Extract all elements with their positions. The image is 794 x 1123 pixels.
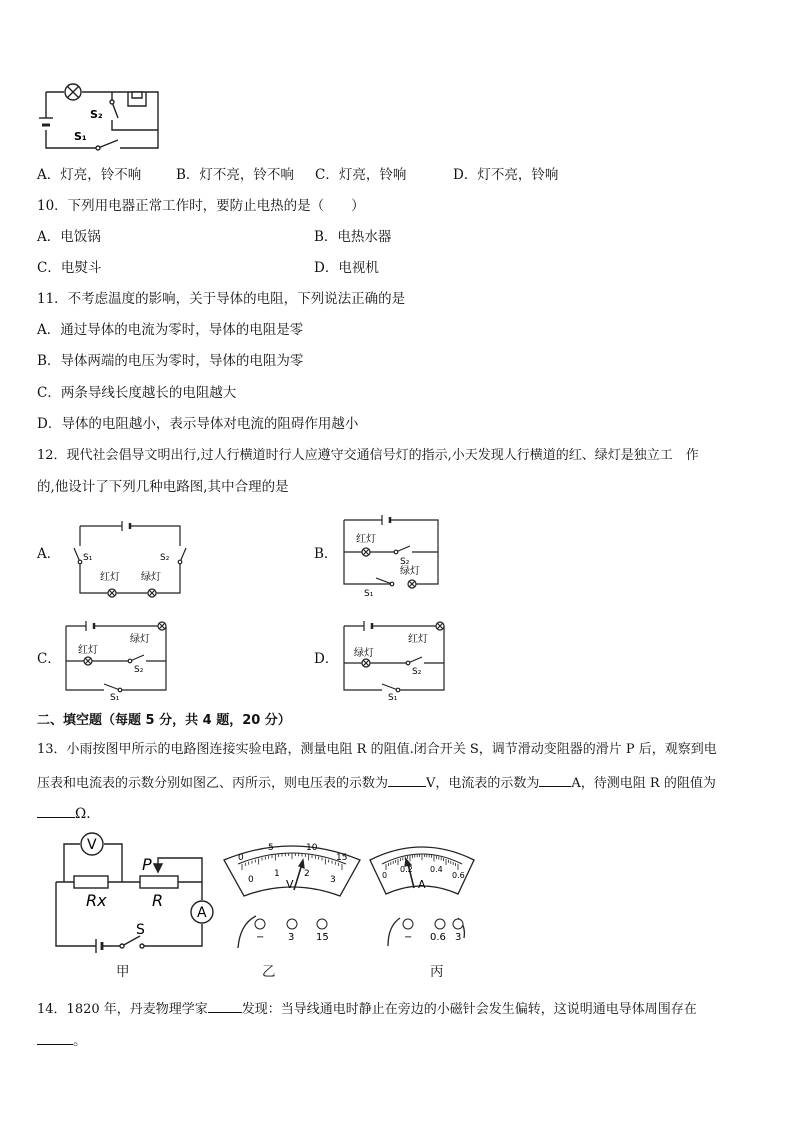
q14-line1: 14．1820 年，丹麦物理学家 发现：当导线通电时静止在旁边的小磁针会发生偏转，这说明通电导体周围存在 <box>37 998 697 1019</box>
q12-option-d-letter[interactable]: D． <box>314 651 339 667</box>
q11-option-a[interactable]: A．通过导体的电流为零时，导体的电阻是零 <box>37 322 304 338</box>
rx-label: Rx <box>86 891 107 910</box>
q10-option-b[interactable]: B．电热水器 <box>314 229 392 245</box>
q9-option-a[interactable]: A．灯亮，铃不响 <box>37 167 142 183</box>
q9-option-d[interactable]: D．灯不亮，铃响 <box>453 167 559 183</box>
q12c-s1: S₁ <box>110 693 120 703</box>
q12d-s2: S₂ <box>412 667 422 677</box>
q12d-green-label: 绿灯 <box>354 648 374 659</box>
q9-option-c[interactable]: C．灯亮，铃响 <box>315 167 407 183</box>
q13-line1: 13．小雨按图甲所示的电路图连接实验电路，测量电阻 R 的阻值.闭合开关 S，调节滑动变阻器的滑片 P 后，观察到电 <box>37 742 717 757</box>
q12-option-a-letter[interactable]: A． <box>37 546 61 562</box>
v-terminal-15: 15 <box>316 932 329 943</box>
q12-circuit-b <box>340 512 450 597</box>
q9-s1-label: S₁ <box>74 130 87 143</box>
fig-label-bing: 丙 <box>430 964 444 980</box>
q10-option-c[interactable]: C．电熨斗 <box>37 260 102 276</box>
v-top-5: 5 <box>268 843 274 853</box>
q11-option-c[interactable]: C．两条导线长度越长的电阻越大 <box>37 385 237 401</box>
a-top-04: 0.4 <box>430 865 443 874</box>
q12-circuit-c <box>62 618 172 703</box>
q12b-s2: S₂ <box>400 557 410 567</box>
v-terminal-neg: − <box>256 932 265 943</box>
v-bot-2: 2 <box>304 869 310 879</box>
q12b-green-label: 绿灯 <box>400 566 420 577</box>
q13-circuit-jia <box>52 832 222 957</box>
q14-line2: 。 <box>37 1030 87 1050</box>
q13-line3: Ω. <box>37 803 90 823</box>
fig-label-yi: 乙 <box>262 964 276 980</box>
q12-stem-line2: 的,他设计了下列几种电路图,其中合理的是 <box>37 479 289 495</box>
v-bot-3: 3 <box>330 875 336 885</box>
v-top-15: 15 <box>336 853 348 863</box>
q12b-red-label: 红灯 <box>356 534 376 545</box>
v-top-0: 0 <box>238 853 244 863</box>
r-label: R <box>152 891 164 910</box>
a-terminal-06: 0.6 <box>430 932 446 943</box>
q12a-s2: S₂ <box>160 553 170 563</box>
a-top-0: 0 <box>382 871 388 880</box>
ammeter-dial <box>368 838 478 948</box>
ammeter-symbol: A <box>197 905 207 921</box>
a-top-02: 0.2 <box>400 865 413 874</box>
q10-stem: 10．下列用电器正常工作时，要防止电热的是（ ） <box>37 198 365 214</box>
q12c-red-label: 红灯 <box>78 645 98 656</box>
voltmeter-symbol: V <box>87 837 97 853</box>
q12b-s1: S₁ <box>364 589 374 599</box>
p-label: P <box>142 855 152 874</box>
q11-option-d[interactable]: D．导体的电阻越小，表示导体对电流的阻碍作用越小 <box>37 416 359 432</box>
q12d-s1: S₁ <box>388 693 398 703</box>
v-bot-0: 0 <box>248 875 254 885</box>
q9-option-b[interactable]: B．灯不亮，铃不响 <box>176 167 294 183</box>
q12d-red-label: 红灯 <box>408 634 428 645</box>
fig-label-jia: 甲 <box>116 964 130 980</box>
q9-s2-label: S₂ <box>90 108 103 121</box>
voltmeter-unit: V <box>286 878 294 891</box>
q14-field-blank[interactable] <box>37 1030 73 1045</box>
q10-option-a[interactable]: A．电饭锅 <box>37 229 101 245</box>
a-terminal-neg: − <box>404 932 413 943</box>
q12-circuit-a <box>68 518 188 598</box>
q12-stem-line1: 12．现代社会倡导文明出行,过人行横道时行人应遵守交通信号灯的指示,小天发现人行横道的红、绿灯是独立工 作 <box>37 448 699 463</box>
a-top-06: 0.6 <box>452 871 465 880</box>
q13-resistance-blank[interactable] <box>37 803 75 818</box>
q13-current-blank[interactable] <box>539 772 571 787</box>
q12c-green-label: 绿灯 <box>130 634 150 645</box>
v-bot-1: 1 <box>274 869 280 879</box>
q12-option-b-letter[interactable]: B． <box>314 546 338 562</box>
q11-option-b[interactable]: B．导体两端的电压为零时，导体的电阻为零 <box>37 353 304 369</box>
voltmeter-dial <box>222 838 362 948</box>
v-terminal-3: 3 <box>288 932 295 943</box>
q14-scientist-blank[interactable] <box>208 998 242 1013</box>
q12a-red-label: 红灯 <box>100 572 120 583</box>
q12a-green-label: 绿灯 <box>141 572 161 583</box>
q9-circuit-diagram <box>36 80 166 160</box>
q12-option-c-letter[interactable]: C． <box>37 651 61 667</box>
section2-title: 二、填空题（每题 5 分，共 4 题，20 分） <box>37 713 291 728</box>
q12a-s1: S₁ <box>83 553 93 563</box>
v-top-10: 10 <box>306 843 318 853</box>
q12c-s2: S₂ <box>134 665 144 675</box>
s-label: S <box>136 922 145 938</box>
q12-circuit-d <box>340 618 450 703</box>
ammeter-unit: A <box>418 878 426 891</box>
q13-voltage-blank[interactable] <box>388 772 426 787</box>
q10-option-d[interactable]: D．电视机 <box>314 260 379 276</box>
q13-line2: 压表和电流表的示数分别如图乙、丙所示，则电压表的示数为 V，电流表的示数为 A，待测电阻 R 的阻值为 <box>37 772 716 793</box>
a-terminal-3: 3 <box>455 932 462 943</box>
q11-stem: 11．不考虑温度的影响，关于导体的电阻，下列说法正确的是 <box>37 291 406 307</box>
